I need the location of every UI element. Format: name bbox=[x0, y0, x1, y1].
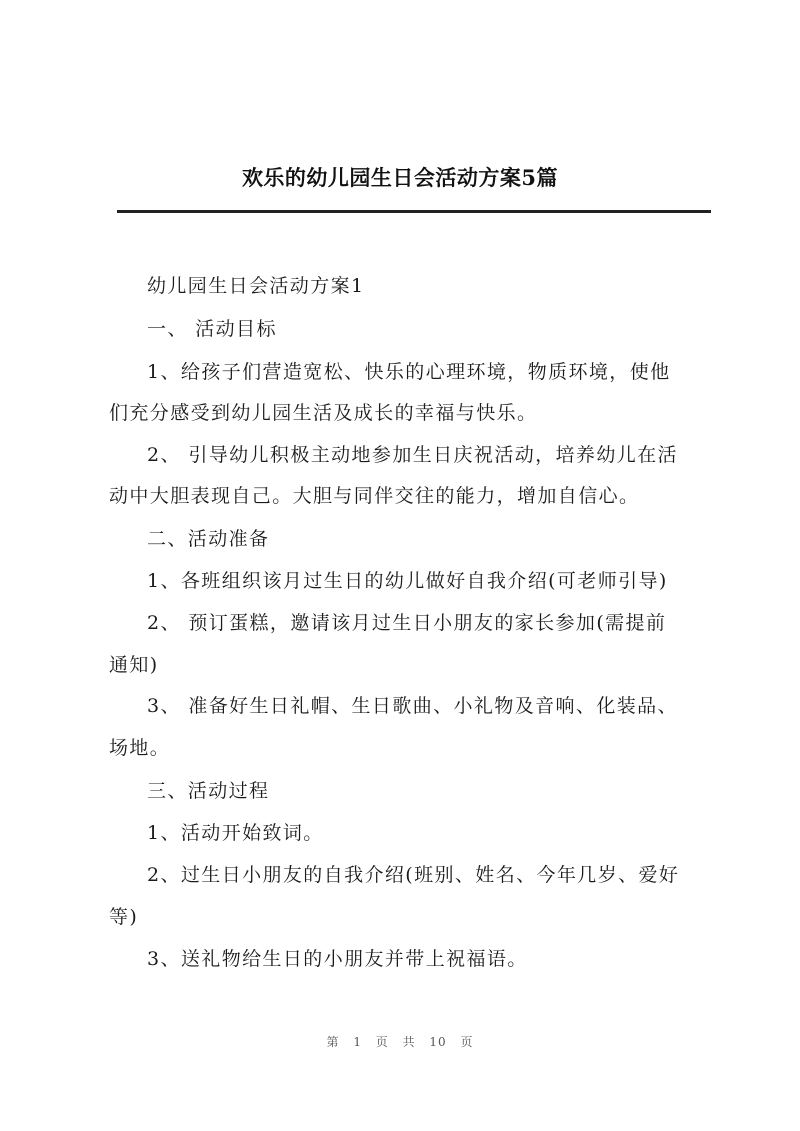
subsection-heading: 二、活动准备 bbox=[147, 528, 270, 550]
subsection-heading: 一、 活动目标 bbox=[147, 318, 277, 340]
paragraph-line: 2、 引导幼儿积极主动地参加生日庆祝活动，培养幼儿在活 bbox=[147, 444, 678, 466]
paragraph-line: 们充分感受到幼儿园生活及成长的幸福与快乐。 bbox=[109, 402, 538, 424]
title-divider bbox=[117, 210, 711, 213]
paragraph-line: 1、各班组织该月过生日的幼儿做好自我介绍(可老师引导) bbox=[147, 570, 668, 592]
subsection-heading: 三、活动过程 bbox=[147, 780, 270, 802]
document-title: 欢乐的幼儿园生日会活动方案5篇 bbox=[241, 165, 559, 190]
paragraph-line: 通知) bbox=[109, 654, 159, 676]
paragraph-line: 1、给孩子们营造宽松、快乐的心理环境，物质环境，使他 bbox=[147, 361, 671, 383]
paragraph-line: 3、送礼物给生日的小朋友并带上祝福语。 bbox=[147, 948, 528, 970]
paragraph-line: 等) bbox=[109, 906, 139, 928]
paragraph-line: 2、过生日小朋友的自我介绍(班别、姓名、今年几岁、爱好 bbox=[147, 864, 680, 886]
paragraph-line: 1、活动开始致词。 bbox=[147, 822, 324, 844]
page-number: 第 1 页 共 10 页 bbox=[326, 1035, 474, 1049]
paragraph-line: 场地。 bbox=[109, 737, 171, 759]
paragraph-line: 动中大胆表现自己。大胆与同伴交往的能力，增加自信心。 bbox=[109, 485, 640, 507]
section-heading: 幼儿园生日会活动方案1 bbox=[147, 275, 365, 297]
paragraph-line: 2、 预订蛋糕，邀请该月过生日小朋友的家长参加(需提前 bbox=[147, 612, 667, 634]
paragraph-line: 3、 准备好生日礼帽、生日歌曲、小礼物及音响、化装品、 bbox=[147, 695, 678, 717]
